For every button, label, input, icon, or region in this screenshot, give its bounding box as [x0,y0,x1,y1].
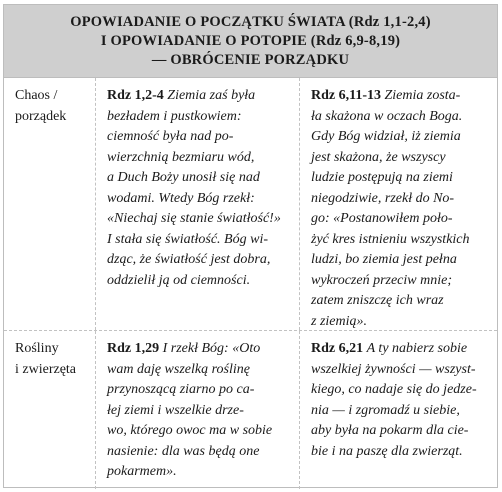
verse-text: jest skażona, że wszyscy [311,149,446,165]
verse-text: pokarmem». [107,464,177,479]
creation-cell [96,78,300,330]
verse-text: wszelkiej żywności — wszyst- [311,361,476,377]
verse-text: zatem zniszczę ich wraz [311,293,444,308]
creation-cell [96,331,300,489]
row-label-cell [4,331,96,489]
table-row [4,78,497,331]
verse-reference: Rdz 6,21 [311,341,364,356]
verse-text: wykroczeń przeciw mnie; [311,272,452,288]
verse-text: niegodziwie, rzekł do No- [311,190,455,206]
verse-text: ludzie postępują na ziemi [311,170,453,185]
verse-text: Ziemia zaś była [167,88,256,103]
verse-text: wodami. Wtedy Bóg rzekł: [107,190,255,206]
comparison-table [3,4,498,488]
flood-cell [300,78,497,330]
table-row [4,331,497,489]
verse-text: żyć kres istnieniu wszystkich [311,231,470,247]
verse-text: I stała się światłość. Bóg wi- [107,231,268,247]
verse-text: bezładem i pustkowiem: [107,108,242,124]
row-label-line: Rośliny [15,341,59,356]
cell-line [311,339,489,360]
verse-text: A ty nabierz sobie [366,341,468,356]
verse-text: Ziemia zosta- [384,88,461,103]
verse-text: ciemność była nad po- [107,129,234,144]
verse-text: przynoszącą ziarno po ca- [107,382,255,397]
row-label-line: porządek [15,108,67,124]
row-label-line: Chaos / [15,88,58,103]
verse-text: aby była na pokarm dla cie- [311,423,469,438]
verse-text: wierzchnią bezmiaru wód, [107,149,255,165]
cell-line [107,86,289,107]
verse-text: I rzekł Bóg: «Oto [162,341,261,356]
verse-reference: Rdz 1,2-4 [107,88,164,103]
cell-line [107,339,289,360]
verse-text: «Niechaj się stanie światłość!» [107,211,281,226]
cell-line [311,86,489,107]
table-header [4,5,497,78]
verse-text: z ziemią». [311,313,367,329]
header-line-1: OPOWIADANIE O POCZĄTKU ŚWIATA (Rdz 1,1-2,4) [70,13,431,30]
verse-text: łej ziemi i wszelkie drze- [107,402,244,418]
verse-text: oddzielił ją od ciemności. [107,272,251,288]
verse-text: nia — i zgromadź u siebie, [311,402,460,418]
verse-text: go: «Postanowiłem poło- [311,211,453,226]
flood-cell [300,331,497,489]
verse-text: a Duch Boży unosił się nad [107,170,260,185]
verse-text: nasienie: dla was będą one [107,443,260,459]
verse-text: kiego, co nadaje się do jedze- [311,382,477,397]
verse-text: Gdy Bóg widział, iż ziemia [311,129,461,144]
verse-text: wam daję wszelką roślinę [107,361,250,377]
verse-text: bie i na paszę dla zwierząt. [311,443,463,459]
verse-reference: Rdz 1,29 [107,341,160,356]
row-label-cell [4,78,96,330]
verse-text: ludzi, bo ziemia jest pełna [311,252,457,267]
verse-reference: Rdz 6,11-13 [311,88,381,103]
header-line-2: I OPOWIADANIE O POTOPIE (Rdz 6,9-8,19) [100,32,401,49]
verse-text: ła skażona w oczach Boga. [311,108,463,124]
verse-text: wo, którego owoc ma w sobie [107,423,273,438]
verse-text: dząc, że światłość jest dobra, [107,252,271,267]
row-label-line: i zwierzęta [15,361,77,377]
header-line-3: — OBRÓCENIE PORZĄDKU [151,51,350,68]
